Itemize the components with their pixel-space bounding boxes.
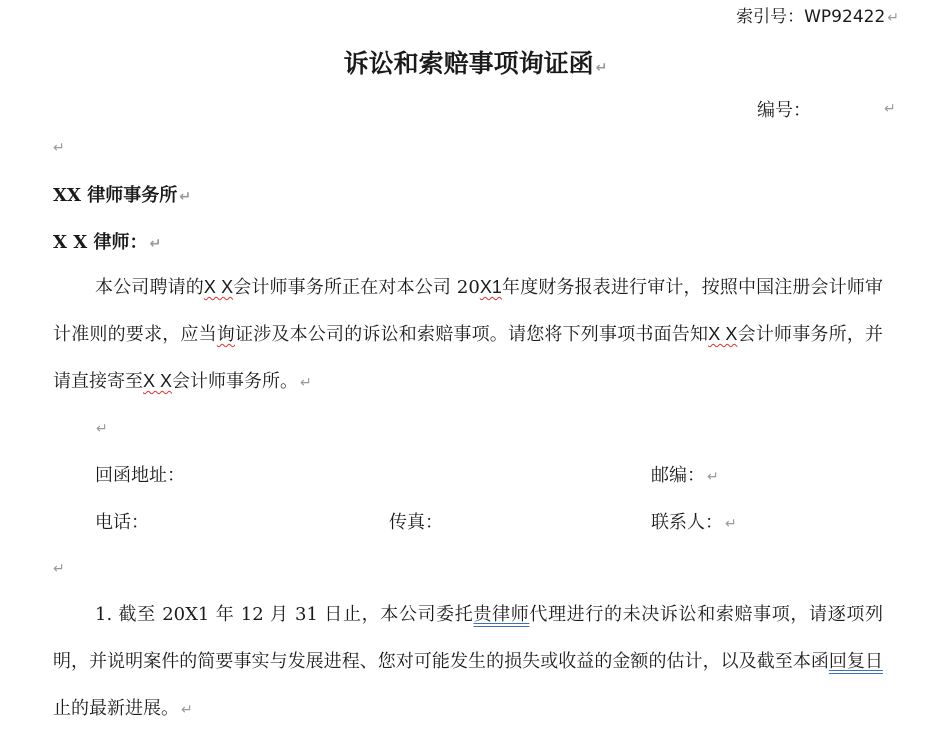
index-value: WP92422 xyxy=(804,7,886,27)
document-number xyxy=(757,96,811,122)
item-1-paragraph: 1. 截至 20X1 年 12 月 31 日止，本公司委托贵律师代理进行的未决诉讼和索赔事项，请逐项列明，并说明案件的简要事实与发展进程、您对可能发生的损失或收益的金额的估计，以及截至本函回复日止的最新进展。 ↵ xyxy=(53,604,883,719)
postcode-label: 邮编： ↵ xyxy=(651,465,719,486)
index-label: 索引号： xyxy=(736,7,805,27)
intro-paragraph: 本公司聘请的X X会计师事务所正在对本公司 20X1年度财务报表进行审计，按照中国注册会计师审计准则的要求，应当询证涉及本公司的诉讼和索赔事项。请您将下列事项书面告知X X会计师事务所，并请直接寄至X X会计师事务所。 ↵ xyxy=(53,277,884,392)
address-label: 回函地址： xyxy=(95,465,185,486)
number-label: 编号： xyxy=(757,100,811,121)
contact-person-label: 联系人： ↵ xyxy=(651,512,737,533)
spellcheck-x1: X1 xyxy=(479,277,502,297)
spellcheck-xun: 询 xyxy=(216,324,235,345)
empty-line-mark: ↵ xyxy=(53,561,65,577)
fax-label: 传真： xyxy=(389,512,443,533)
spellcheck-xx: X X xyxy=(203,277,234,297)
reply-date-link: 回复日 xyxy=(828,651,883,672)
document-title xyxy=(0,44,951,80)
paragraph-mark: ↵ xyxy=(884,101,896,117)
empty-line-mark: ↵ xyxy=(96,421,108,437)
lawyer-link: 贵律师 xyxy=(473,604,530,625)
title-text: 诉讼和索赔事项询证函 xyxy=(343,49,594,78)
index-number xyxy=(736,2,899,27)
paragraph-mark: ↵ xyxy=(887,10,899,26)
recipient-firm: XX 律师事务所 ↵ xyxy=(53,185,191,206)
recipient-lawyer: X X 律师： ↵ xyxy=(53,232,162,253)
phone-label: 电话： xyxy=(95,512,149,533)
paragraph-mark: ↵ xyxy=(595,60,608,76)
empty-line-mark: ↵ xyxy=(53,140,65,156)
